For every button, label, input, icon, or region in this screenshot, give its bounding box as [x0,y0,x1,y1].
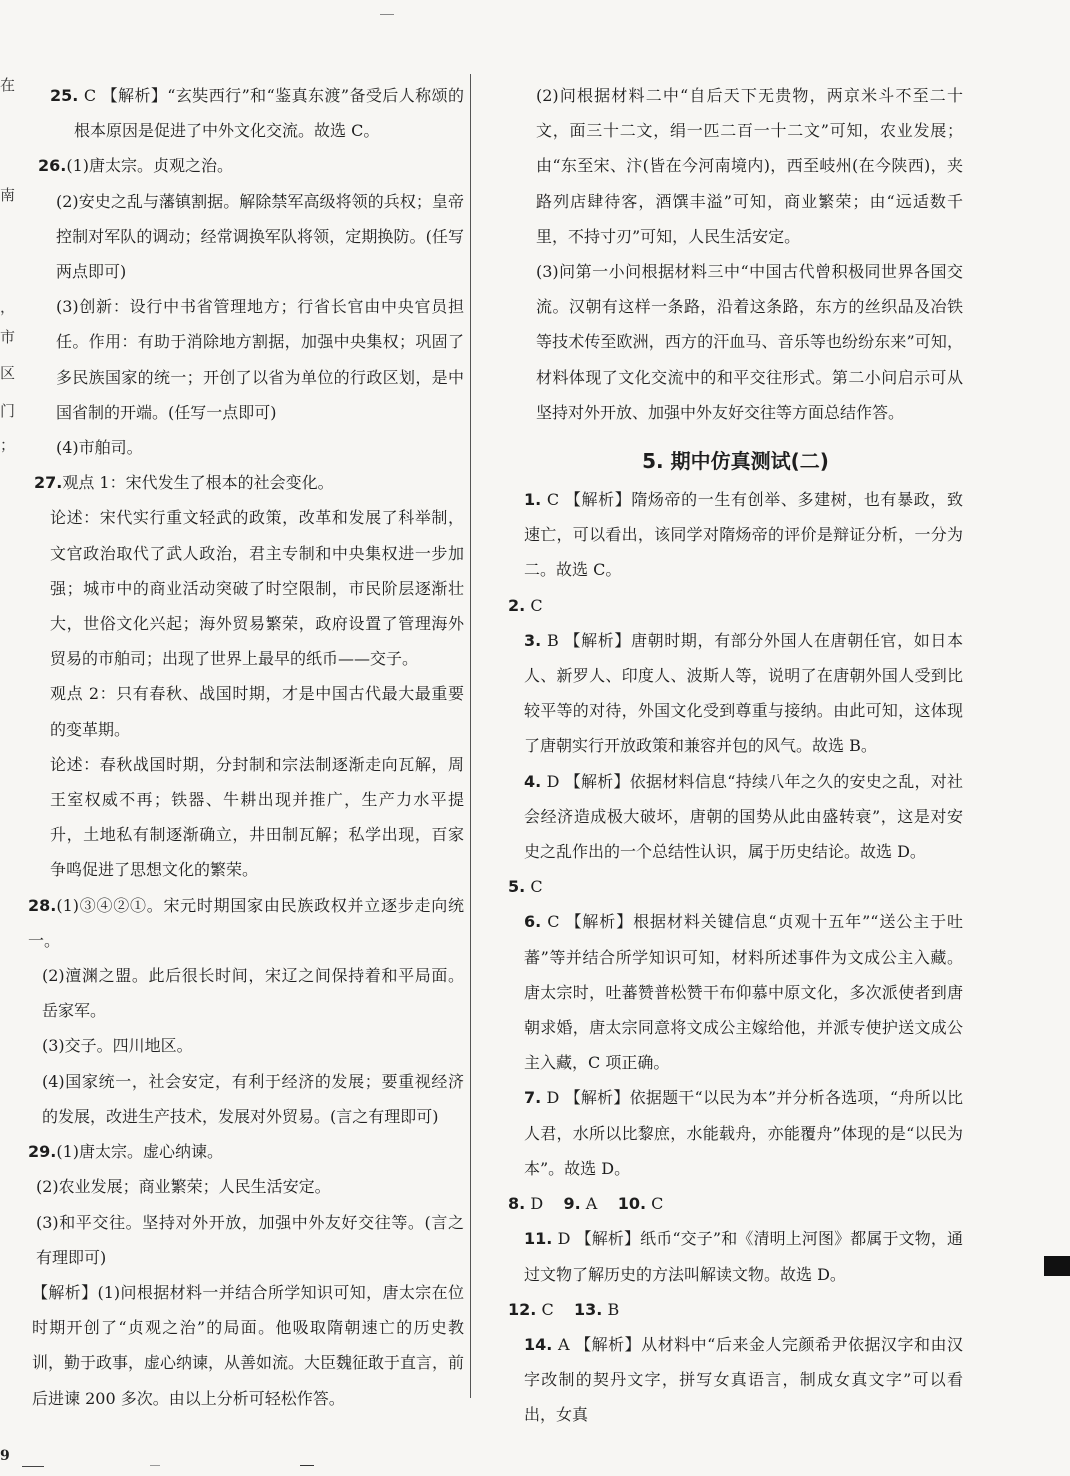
answers-12-13: 12. C 13. B [508,1299,620,1319]
answer-6: 6. C 【解析】根据材料关键信息“贞观十五年”“送公主于吐蕃”等并结合所学知识可知，材料所述事件为文成公主入藏。唐太宗时，吐蕃赞普松赞干布仰慕中原文化，多次派使者到唐朝求婚，唐太宗同意将文成公主嫁给他，并派专使护送文成公主入藏，C 项正确。 [524,912,963,1073]
margin-char: 门 [0,402,16,420]
analysis-q29-part2: (2)问根据材料二中“自后天下无贵物，两京米斗不至二十文，面三十二文，绢一匹二百一十二文”可知，农业发展；由“东至宋、汴(皆在今河南境内)，西至岐州(在今陕西)，夹路列店肆待客，酒馔丰溢”可知，商业繁荣；由“远适数千里，不持寸刃”可知，人民生活安定。 [536,86,963,246]
bottom-scan-marks [130,1465,430,1475]
left-column [28,78,464,1416]
answer-29: 29.(1)唐太宗。虚心纳谏。 (2)农业发展；商业繁荣；人民生活安定。 (3)和平交往。坚持对外开放，加强中外友好交往等。(言之有理即可) 【解析】(1)问根据材料一并结合所学知识可知，唐太宗在位时期开创了“贞观之治”的局面。他吸取隋朝速亡的历史教训，勤于政事，虚心纳谏，从善如流。大臣魏征敢于直言，前后进谏 200 多次。由以上分析可轻松作答。 [28,1142,465,1408]
answer-3: 3. B 【解析】唐朝时期，有部分外国人在唐朝任官，如日本人、新罗人、印度人、波斯人等，说明了在唐朝外国人受到比较平等的对待，外国文化受到尊重与接纳。由此可知，这体现了唐朝实行开放政策和兼容并包的风气。故选 B。 [524,630,963,756]
answer-28: 28.(1)③④②①。宋元时期国家由民族政权并立逐步走向统一。 (2)澶渊之盟。此后很长时间，宋辽之间保持着和平局面。岳家军。 (3)交子。四川地区。 (4)国家统一，社会安定，有利于经济的发展；要重视经济的发展，改进生产技术，发展对外贸易。(言之有理即可) [28,895,464,1126]
margin-char: 在 [0,76,16,94]
page-edge-tab [1044,1256,1070,1276]
answer-27: 27.观点 1：宋代发生了根本的社会变化。 论述：宋代实行重文轻武的政策，改革和发展了科举制，文官政治取代了武人政治，君主专制和中央集权进一步加强；城市中的商业活动突破了时空限制，市民阶层逐渐壮大，世俗文化兴起；海外贸易繁荣，政府设置了管理海外贸易的市舶司；出现了世界上最早的纸币——交子。 观点 2：只有春秋、战国时期，才是中国古代最大最重要的变革期。 论述：春秋战国时期，分封制和宗法制逐渐走向瓦解，周王室权威不再；铁器、牛耕出现并推广，生产力水平提升，土地私有制逐渐确立，井田制瓦解；私学出现，百家争鸣促进了思想文化的繁荣。 [34,473,464,880]
right-column [508,78,963,1433]
analysis-q29-part3: (3)问第一小问根据材料三中“中国古代曾积极同世界各国交流。汉朝有这样一条路，沿着这条路，东方的丝织品及冶铁等技术传至欧洲，西方的汗血马、音乐等也纷纷东来”可知，材料体现了文化交流中的和平交往形式。第二小问启示可从坚持对外开放、加强中外友好交往等方面总结作答。 [536,262,963,422]
answer-4: 4. D 【解析】依据材料信息“持续八年之久的安史之乱，对社会经济造成极大破坏，唐朝的国势从此由盛转衰”，这是对安史之乱作出的一个总结性认识，属于历史结论。故选 D。 [524,771,963,862]
page-number: 9 [0,1448,10,1464]
answer-7: 7. D 【解析】依据题干“以民为本”并分析各选项，“舟所以比人君，水所以比黎庶，水能载舟，亦能覆舟”体现的是“以民为本”。故选 D。 [524,1088,963,1178]
margin-char: ； [0,436,16,454]
answer-11: 11. D 【解析】纸币“交子”和《清明上河图》都属于文物，通过文物了解历史的方法叫解读文物。故选 D。 [524,1229,963,1284]
top-mark [380,14,394,15]
section-title: 5. 期中仿真测试(二) [642,449,829,474]
answer-25: 25. C 【解析】“玄奘西行”和“鉴真东渡”备受后人称颂的根本原因是促进了中外文化交流。故选 C。 [50,86,464,141]
page-number-dash [22,1466,44,1467]
margin-char: 市 [0,328,16,346]
margin-char: 南 [0,186,16,204]
margin-char: ， [0,298,16,316]
answer-14: 14. A 【解析】从材料中“后来金人完颜希尹依据汉字和由汉字改制的契丹文字，拼写女真语言，制成女真文字”可以看出，女真 [524,1334,963,1425]
answer-1: 1. C 【解析】隋炀帝的一生有创举、多建树，也有暴政，致速亡，可以看出，该同学对隋炀帝的评价是辩证分析，一分为二。故选 C。 [524,490,963,580]
answer-5: 5. C [508,877,543,897]
margin-char: 区 [0,364,16,382]
answers-8-10: 8. D 9. A 10. C [508,1194,664,1214]
answer-2: 2. C [508,595,543,615]
answer-26: 26.(1)唐太宗。贞观之治。 (2)安史之乱与藩镇割据。解除禁军高级将领的兵权；皇帝控制对军队的调动；经常调换军队将领，定期换防。(任写两点即可) (3)创新：设行中书省管理地方；行省长官由中央官员担任。作用：有助于消除地方割据，加强中央集权；巩固了多民族国家的统一；开创了以省为单位的行政区划，是中国省制的开端。(任写一点即可) (4)市舶司。 [38,156,464,458]
column-divider [470,74,471,1398]
